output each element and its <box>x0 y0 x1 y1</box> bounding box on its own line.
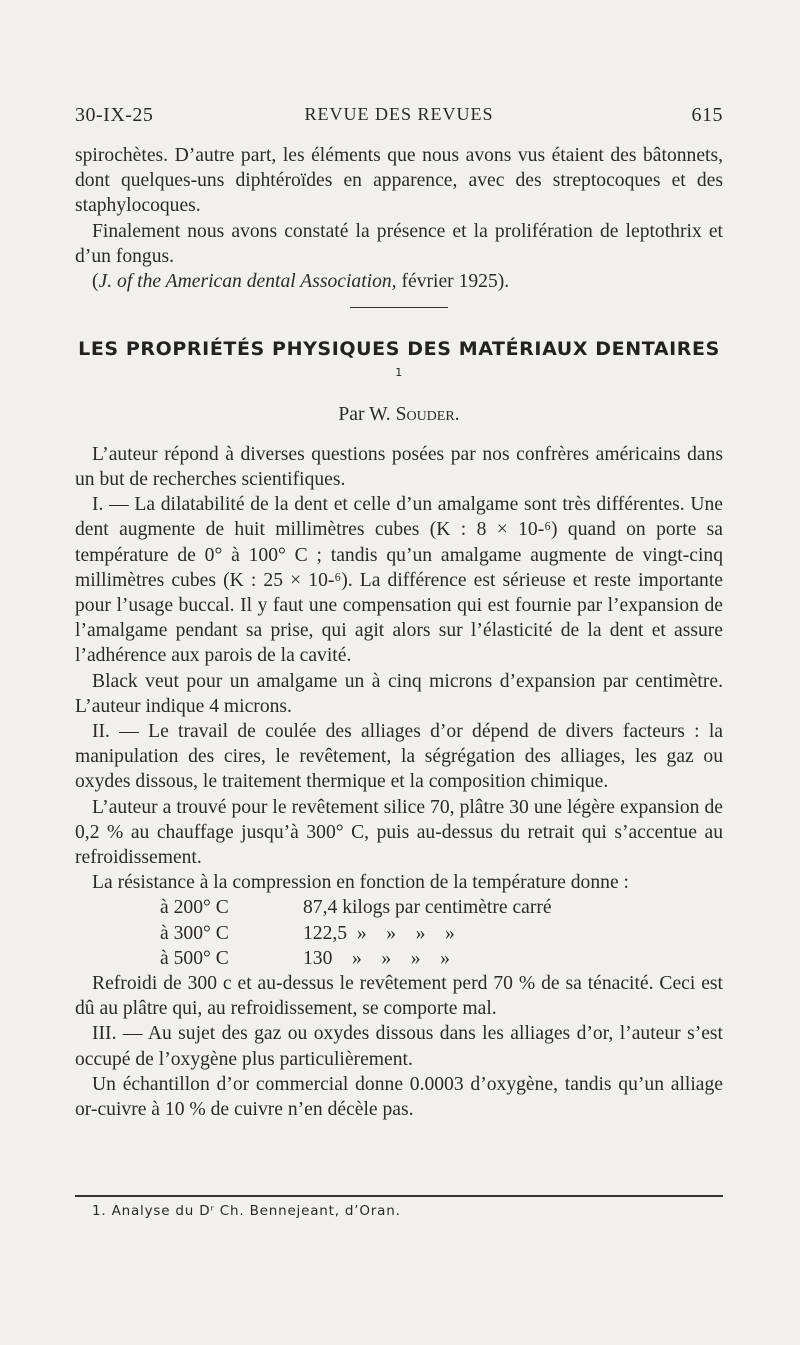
table-value: 122,5 » » » » <box>303 922 455 944</box>
citation <box>75 269 723 294</box>
header-page-number: 615 <box>691 104 723 126</box>
table-value: 87,4 kilogs par centimètre carré <box>303 897 552 919</box>
author-name: Souder. <box>395 403 460 425</box>
title-footnote-marker: 1 <box>395 366 403 380</box>
article-paragraph: III. — Au sujet des gaz ou oxydes dissous dans les alliages d’or, l’auteur s’est occupé de l’oxygène plus particulièrement. <box>75 1023 723 1070</box>
table-temp: à 500° C <box>160 947 229 969</box>
table-row <box>75 895 723 920</box>
intro-paragraph-2: Finalement nous avons constaté la présence et la prolifération de leptothrix et d’un fongus. <box>75 220 723 267</box>
article-paragraph: Refroidi de 300 c et au-dessus le revêtement perd 70 % de sa ténacité. Ceci est dû au plâtre qui, au refroidissement, se comporte mal. <box>75 972 723 1020</box>
table-temp: à 200° C <box>160 897 229 919</box>
section-divider <box>350 307 448 308</box>
footnote-rule <box>75 1195 723 1197</box>
citation-journal: J. of the American dental Association, <box>98 271 397 293</box>
table-row <box>75 921 723 946</box>
intro-paragraph-1: spirochètes. D’autre part, les éléments que nous avons vus étaient des bâtonnets, dont quelques-uns diphtéroïdes en apparence, avec des streptocoques et des staphylocoques. <box>75 145 723 217</box>
table-value: 130 » » » » <box>303 947 450 969</box>
article-title-text: LES PROPRIÉTÉS PHYSIQUES DES MATÉRIAUX DENTAIRES <box>78 338 720 361</box>
footnote: 1. Analyse du Dʳ Ch. Bennejeant, d’Oran. <box>92 1203 401 1219</box>
article-paragraph: La résistance à la compression en fonction de la température donne : <box>92 872 629 894</box>
header-journal-title: REVUE DES REVUES <box>304 104 494 124</box>
article-paragraph: L’auteur répond à diverses questions posées par nos confrères américains dans un but de recherches scientifiques. <box>75 443 723 490</box>
header-date: 30-IX-25 <box>75 104 154 126</box>
page-body <box>75 143 723 1122</box>
citation-open: ( <box>92 271 99 293</box>
byline <box>75 402 723 427</box>
byline-prefix: Par W. <box>338 403 396 425</box>
article-paragraph: Black veut pour un amalgame un à cinq microns d’expansion par centimètre. L’auteur indique 4 microns. <box>75 670 723 717</box>
compression-table <box>75 895 723 971</box>
article-title <box>75 337 723 389</box>
article-paragraph: II. — Le travail de coulée des alliages d’or dépend de divers facteurs : la manipulation des cires, le revêtement, la ségrégation des alliages, les gaz ou oxydes dissous, le traitement thermique et la composition chimique. <box>75 720 723 793</box>
table-temp: à 300° C <box>160 922 229 944</box>
article-paragraph: I. — La dilatabilité de la dent et celle d’un amalgame sont très différentes. Une dent augmente de huit millimètres cubes (K : 8 × 10-⁶) quand on porte sa température de 0° à 100° C ; tandis qu’un amalgame augmente de vingt-cinq millimètres cubes (K : 25 × 10-⁶). La différence est sérieuse et reste importante pour l’usage buccal. Il y faut une compensation qui est fournie par l’expansion de l’amalgame pendant sa prise, qui agit alors sur l’élasticité de la dent et assure l’adhérence aux parois de la cavité. <box>75 494 723 667</box>
article-paragraph: L’auteur a trouvé pour le revêtement silice 70, plâtre 30 une légère expansion de 0,2 % au chauffage jusqu’à 300° C, puis au-dessus du retrait qui s’accentue au refroidissement. <box>75 796 723 868</box>
article-paragraph: Un échantillon d’or commercial donne 0.0003 d’oxygène, tandis qu’un alliage or-cuivre à 10 % de cuivre n’en décèle pas. <box>75 1073 723 1120</box>
citation-date: février 1925). <box>396 271 510 293</box>
table-row <box>75 946 723 971</box>
